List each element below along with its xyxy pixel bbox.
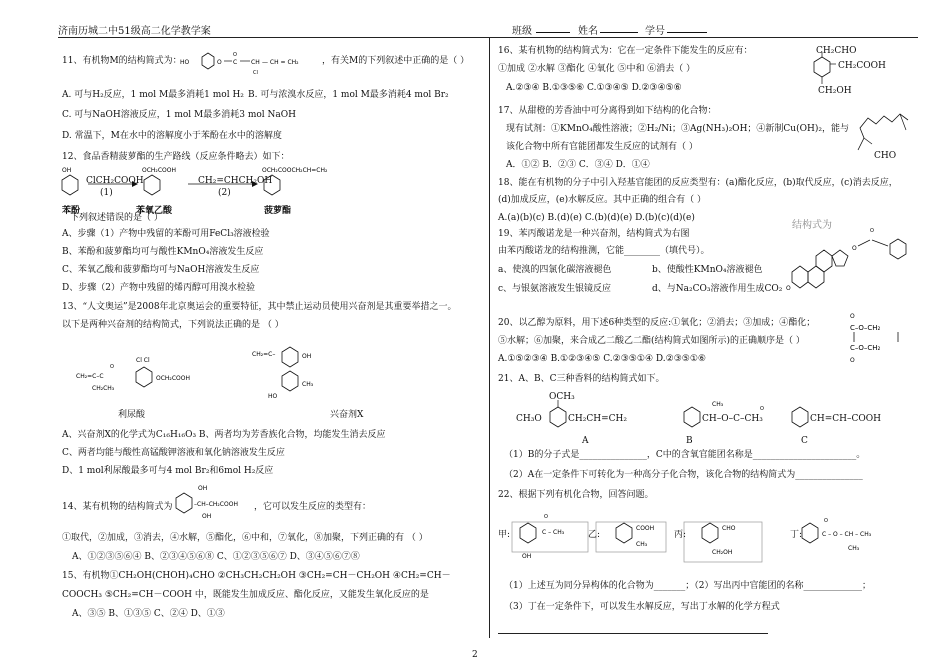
svg-text:CH₂=C–C: CH₂=C–C [76, 373, 104, 380]
q11-option-d: D. 常温下，M在水中的溶解度小于苯酚在水中的溶解度 [62, 131, 282, 141]
q14-options: ①取代，②加成，③消去，④水解，⑤酯化，⑥中和，⑦氧化，⑧加聚，下列正确的有 （ ） [62, 533, 428, 543]
q22-q3: （3）丁在一定条件下，可以发生水解反应，写出丁水解的化学方程式 [504, 602, 780, 612]
svg-text:–CH–CH₂COOH: –CH–CH₂COOH [194, 501, 238, 508]
svg-text:OH: OH [62, 167, 72, 174]
svg-text:O: O [850, 313, 855, 320]
q21-label-c: C [801, 436, 808, 446]
class-label: 班级 [512, 26, 532, 37]
q21-a-right: CH₂CH=CH₂ [568, 414, 627, 424]
svg-text:OH: OH [202, 513, 212, 520]
q17-stem: 17、从甜橙的芳香油中可分离得到如下结构的化合物： [498, 106, 717, 116]
q14-choices: A、①②③⑤⑥④ B、②③④⑤⑥⑧ C、①②③⑤⑥⑦ D、③④⑤⑥⑦⑧ [72, 552, 360, 562]
svg-text:— CH = CH₂: — CH = CH₂ [262, 59, 299, 66]
q19-option-b: b、使酸性KMnO₄溶液褪色 [652, 265, 763, 275]
q12-option-d: D、步骤（2）产物中残留的烯丙醇可用溴水检验 [62, 283, 255, 293]
q21-stem: 21、A、B、C三种香料的结构简式如下。 [498, 374, 665, 384]
q17-cho: CHO [874, 151, 897, 161]
svg-text:CH₃: CH₃ [636, 541, 648, 548]
svg-text:O: O [233, 52, 237, 58]
q12-step-1: (1) [100, 188, 113, 198]
q12-option-a: A、步骤（1）产物中残留的苯酚可用FeCl₃溶液检验 [62, 229, 270, 239]
svg-text:C – O – CH – CH₃: C – O – CH – CH₃ [822, 531, 872, 538]
svg-text:C: C [233, 59, 238, 66]
q19-line-2: 由苯丙酸诺龙的结构推测，它能________（填代号）。 [498, 246, 710, 256]
svg-text:O: O [850, 357, 855, 364]
q21-q2: （2）A在一定条件下可转化为一种高分子化合物，该化合物的结构简式为_______________ [504, 470, 863, 480]
q20-choices: A.①⑤②③④ B.①②③④⑤ C.②③⑤①④ D.②③⑤①⑥ [498, 354, 706, 364]
q19-option-a: a、使溴的四氯化碳溶液褪色 [498, 265, 612, 275]
q14-structure [172, 484, 262, 524]
q12-name-phenol: 苯酚 [62, 206, 81, 216]
svg-text:O: O [786, 285, 791, 292]
q22-label-bing: 丙: [674, 530, 687, 540]
q22-structures [498, 504, 918, 570]
svg-text:OH: OH [198, 485, 208, 492]
q22-answer-line [498, 633, 768, 634]
q21-a-top: OCH₃ [549, 392, 575, 402]
q21-q1: （1）B的分子式是_______________，C中的含氧官能团名称是_______________________。 [504, 450, 866, 460]
q22-label-jia: 甲: [498, 530, 511, 540]
svg-text:CH₂CH₃: CH₂CH₃ [92, 385, 115, 392]
svg-text:HO: HO [268, 393, 278, 400]
svg-text:O: O [110, 364, 114, 370]
svg-text:COOH: COOH [636, 525, 655, 532]
q21-label-b: B [686, 436, 693, 446]
q16-sub-1: CH₂CHO [816, 46, 857, 56]
id-label: 学号 [645, 26, 665, 37]
q22-stem: 22、根据下列有机化合物，回答问题。 [498, 490, 654, 500]
q11-structure [180, 50, 340, 76]
svg-text:Cl Cl: Cl Cl [136, 357, 150, 364]
q12-step-2: (2) [218, 188, 231, 198]
q14-stem: 14、某有机物的结构简式为 [62, 502, 173, 512]
header-rule [58, 37, 918, 38]
header-title: 济南历城二中51级高二化学教学案 [58, 26, 211, 37]
q12-option-c: C、苯氧乙酸和菠萝酯均可与NaOH溶液发生反应 [62, 265, 260, 275]
q13-name-b: 兴奋剂X [330, 410, 364, 420]
q12-ask: 下列叙述错误的是（ ） [70, 213, 163, 223]
q13-option-a: A、兴奋剂X的化学式为C₁₆H₁₆O₃ B、两者均为芳香族化合物，均能发生消去反应 [62, 430, 386, 440]
q21-label-a: A [582, 436, 589, 446]
column-divider [489, 38, 490, 638]
page-number: 2 [472, 650, 478, 660]
q18-line-1: 18、能在有机物的分子中引入羟基官能团的反应类型有：(a)酯化反应，(b)取代反应，(c)消去反应， [498, 178, 898, 188]
class-blank [536, 32, 570, 33]
q13-structures [72, 336, 392, 416]
svg-text:CHO: CHO [722, 525, 736, 532]
q16-choices: A.②③④ B.①③⑤⑥ C.①③④⑤ D.②③④⑤⑥ [506, 83, 682, 93]
q11-stem: 11、有机物M的结构简式为： [62, 56, 182, 66]
q11-stem-tail: ，有关M的下列叙述中正确的是（ ） [322, 56, 470, 66]
q18-choices: A.(a)(b)(c) B.(d)(e) C.(b)(d)(e) D.(b)(c)(d)(e) [498, 213, 695, 223]
q13-stem-1: 13、“人文奥运”是2008年北京奥运会的重要特征，其中禁止运动员使用兴奋剂是其重要举措之一。 [62, 302, 457, 312]
q16-sub-3: CH₂OH [818, 86, 852, 96]
svg-text:OCH₂COOH: OCH₂COOH [142, 167, 176, 174]
q12-reagent-2: CH₂=CHCH₂OH [198, 176, 273, 186]
svg-text:HO: HO [180, 59, 190, 66]
svg-text:CH₂OH: CH₂OH [712, 549, 733, 556]
q14-stem-tail: ，它可以发生反应的类型有： [254, 502, 372, 512]
q13-option-c: C、两者均能与酸性高锰酸钾溶液和氧化钠溶液发生反应 [62, 448, 285, 458]
q20-structure [846, 308, 926, 364]
q21-c-struct: CH=CH–COOH [810, 414, 882, 424]
q21-b-struct: CH–O–C–CH₃ [702, 414, 763, 424]
q22-label-ding: 丁: [790, 530, 803, 540]
q11-option-a: A. 可与H₂反应，1 mol M最多消耗1 mol H₂ [62, 90, 244, 100]
q19-option-c: c、与银氨溶液发生银镜反应 [498, 284, 612, 294]
svg-text:OCH₂COOH: OCH₂COOH [156, 375, 190, 382]
q16-stem: 16、某有机物的结构简式为：它在一定条件下能发生的反应有： [498, 46, 753, 56]
svg-text:C – CH₃: C – CH₃ [542, 529, 565, 536]
q19-line-1: 19、苯丙酸诺龙是一种兴奋剂，结构简式为右图 [498, 229, 690, 239]
svg-text:O: O [852, 245, 857, 252]
q12-option-b: B、苯酚和菠萝酯均可与酸性KMnO₄溶液发生反应 [62, 247, 264, 257]
name-blank [600, 32, 638, 33]
q20-line-1: 20、以乙醇为原料，用下述6种类型的反应:①氧化；②消去；③加成；④酯化； [498, 318, 816, 328]
q15-choices: A、③⑤ B、①③⑤ C、②④ D、①③ [72, 609, 225, 619]
svg-text:CH₂=C–: CH₂=C– [252, 351, 276, 358]
svg-text:OH: OH [302, 353, 312, 360]
svg-text:O: O [760, 406, 764, 412]
q12-stem: 12、食品香精菠萝酯的生产路线（反应条件略去）如下： [62, 152, 290, 162]
q11-option-b: B. 可与浓溴水反应，1 mol M最多消耗4 mol Br₂ [248, 90, 449, 100]
q22-label-yi: 乙: [588, 530, 601, 540]
q15-line-2: COOCH₃ ⑤CH₂=CH－COOH 中，既能发生加成反应、酯化反应，又能发生氧化反应的是 [62, 590, 429, 600]
q17-line-1: 现有试剂：①KMnO₄酸性溶液；②H₂/Ni；③Ag(NH₃)₂OH；④新制Cu(OH)₂，能与 [506, 124, 849, 134]
q19-option-d: d、与Na₂CO₃溶液作用生成CO₂ [652, 284, 783, 294]
q15-line-1: 15、有机物①CH₂OH(CHOH)₄CHO ②CH₃CH₂CH₂OH ③CH₂=CH－CH₂OH ④CH₂=CH－ [62, 571, 451, 581]
q17-choices: A．①② B．②③ C．③④ D．①④ [506, 160, 650, 170]
q13-name-a: 利尿酸 [118, 410, 146, 420]
q11-option-c: C. 可与NaOH溶液反应，1 mol M最多消耗3 mol NaOH [62, 110, 296, 120]
q17-line-2: 该化合物中所有官能团都发生反应的试剂有（ ） [506, 142, 698, 152]
q20-line-2: ⑤水解；⑥加聚，来合成乙二酸乙二酯(结构简式如图所示)的正确顺序是（ ） [498, 336, 805, 346]
svg-text:C–O–CH₂: C–O–CH₂ [850, 324, 881, 332]
svg-text:OCH₂COOCH₂CH=CH₂: OCH₂COOCH₂CH=CH₂ [262, 167, 328, 174]
svg-text:O: O [824, 518, 828, 524]
q18-line-2: (d)加成反应，(e)水解反应。其中正确的组合有（ ） [498, 195, 706, 205]
svg-text:CH₃: CH₃ [302, 381, 314, 388]
svg-text:O: O [217, 59, 222, 66]
id-blank [667, 32, 707, 33]
q22-q1: （1）上述互为同分异构体的化合物为_______；（2）写出丙中官能团的名称_____________； [504, 581, 871, 591]
q19-watermark: 结构式为 [792, 220, 832, 231]
name-label: 姓名 [578, 26, 598, 37]
svg-text:O: O [870, 228, 874, 234]
q12-name-phenoxyacetic: 苯氧乙酸 [136, 206, 173, 216]
svg-text:C–O–CH₂: C–O–CH₂ [850, 344, 881, 352]
q13-stem-2: 以下是两种兴奋剂的结构简式，下列说法正确的是 （ ） [62, 320, 284, 330]
svg-text:OH: OH [522, 553, 532, 560]
svg-text:Cl: Cl [253, 70, 258, 76]
q13-option-d: D、1 mol利尿酸最多可与4 mol Br₂和6mol H₂反应 [62, 466, 274, 476]
q16-options: ①加成 ②水解 ③酯化 ④氧化 ⑤中和 ⑥消去（ ） [498, 64, 696, 74]
q12-reagent-1: ClCH₂COOH [86, 176, 144, 186]
q21-a-left: CH₃O [516, 414, 542, 424]
q12-name-ester: 菠萝酯 [264, 206, 292, 216]
svg-text:CH: CH [251, 59, 260, 66]
svg-text:CH₃: CH₃ [712, 401, 724, 408]
svg-text:O: O [544, 514, 548, 520]
svg-text:CH₃: CH₃ [848, 545, 860, 552]
q16-sub-2: CH₂COOH [838, 61, 886, 71]
